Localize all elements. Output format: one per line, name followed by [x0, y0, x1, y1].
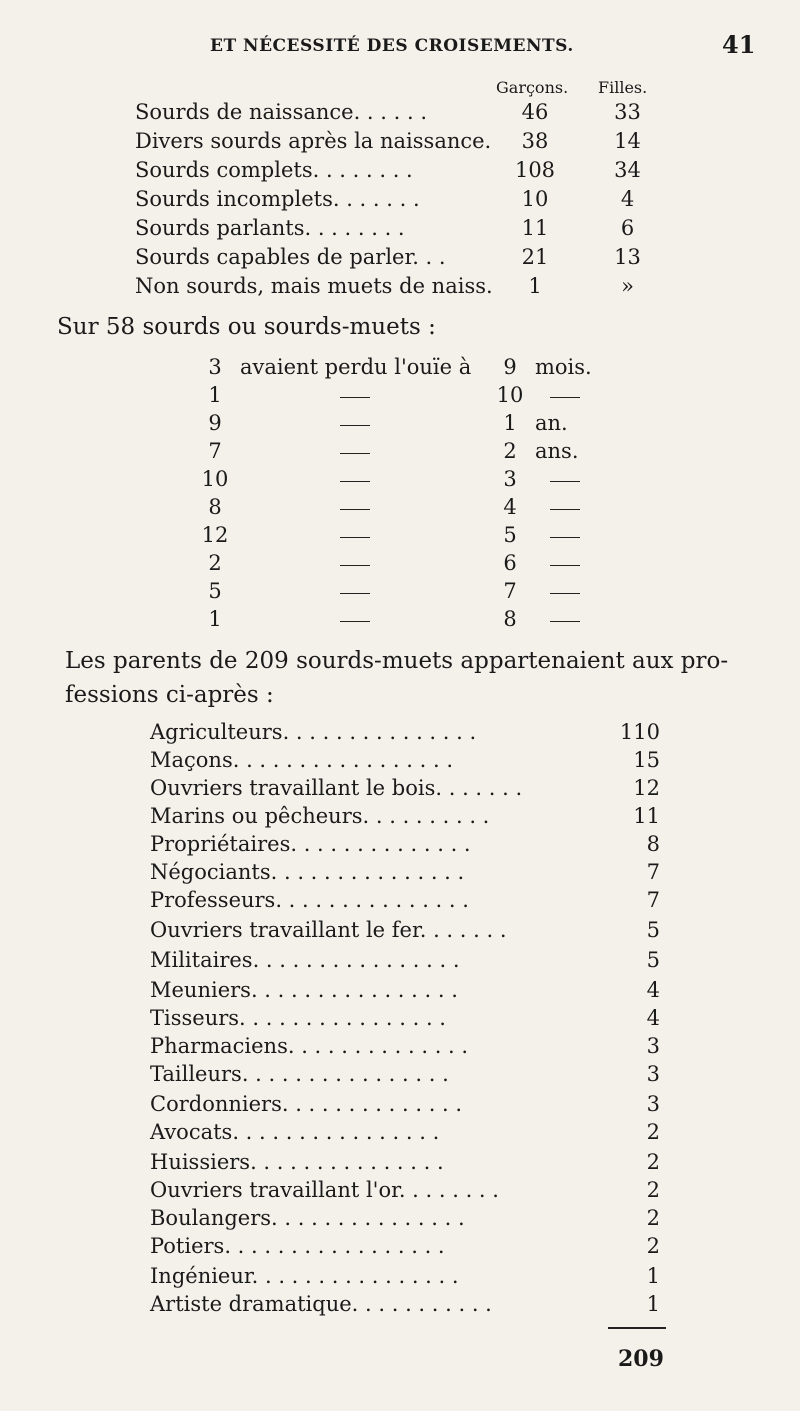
- table-row: [150, 1292, 670, 1320]
- table-row: [0, 439, 800, 465]
- count-value: 10: [201, 467, 229, 491]
- count-value: 8: [208, 495, 222, 519]
- table-row: [150, 748, 670, 776]
- row-label: Sourds parlants. . . . . . . .: [135, 216, 405, 240]
- table-row: [0, 411, 800, 437]
- total-rule: [608, 1327, 666, 1329]
- ditto-dash: [550, 621, 580, 622]
- profession-count: 11: [633, 804, 660, 828]
- table-row: [150, 1062, 670, 1090]
- profession-count: 4: [646, 1006, 660, 1030]
- table-row: [135, 129, 675, 158]
- table-row: [135, 245, 675, 274]
- profession-label: Potiers. . . . . . . . . . . . . . . . .: [150, 1234, 445, 1258]
- age-value: 10: [496, 383, 524, 407]
- profession-count: 2: [646, 1178, 660, 1202]
- table-row: [150, 918, 670, 946]
- profession-count: 7: [646, 860, 660, 884]
- profession-label: Négociants. . . . . . . . . . . . . . .: [150, 860, 465, 884]
- table-row: [150, 1234, 670, 1262]
- ditto-dash: [340, 481, 370, 482]
- profession-label: Boulangers. . . . . . . . . . . . . . .: [150, 1206, 465, 1230]
- ditto-dash: [340, 453, 370, 454]
- count-value: 3: [208, 355, 222, 379]
- table-row: [150, 860, 670, 888]
- table-row: [0, 467, 800, 493]
- profession-label: Tailleurs. . . . . . . . . . . . . . . .: [150, 1062, 449, 1086]
- column-header-garcons: Garçons.: [496, 78, 569, 97]
- table-row: [150, 978, 670, 1006]
- profession-count: 2: [646, 1120, 660, 1144]
- row-label: Sourds incomplets. . . . . . .: [135, 187, 420, 211]
- ditto-dash: [340, 621, 370, 622]
- age-value: 7: [503, 579, 517, 603]
- count-value: 1: [208, 383, 222, 407]
- table-row: [135, 216, 675, 245]
- profession-label: Agriculteurs. . . . . . . . . . . . . . .: [150, 720, 477, 744]
- profession-label: Professeurs. . . . . . . . . . . . . . .: [150, 888, 469, 912]
- table-row: [135, 187, 675, 216]
- garcons-value: 38: [521, 129, 549, 153]
- profession-count: 3: [646, 1092, 660, 1116]
- filles-value: 34: [614, 158, 641, 182]
- age-value: 8: [503, 607, 517, 631]
- profession-count: 110: [619, 720, 660, 744]
- profession-count: 3: [646, 1062, 660, 1086]
- garcons-value: 108: [514, 158, 556, 182]
- filles-value: 6: [620, 216, 635, 240]
- profession-count: 1: [646, 1292, 660, 1316]
- profession-count: 2: [646, 1150, 660, 1174]
- filles-value: 33: [614, 100, 641, 124]
- column-header-filles: Filles.: [598, 78, 648, 97]
- age-value: 3: [503, 467, 517, 491]
- age-value: 5: [503, 523, 517, 547]
- row-label: Sourds complets. . . . . . . .: [135, 158, 413, 182]
- table-row: [150, 804, 670, 832]
- profession-count: 7: [646, 888, 660, 912]
- table-row: [150, 1206, 670, 1234]
- profession-label: Cordonniers. . . . . . . . . . . . . .: [150, 1092, 463, 1116]
- row-label: Non sourds, mais muets de naiss.: [135, 274, 493, 298]
- table-row: [150, 720, 670, 748]
- garcons-value: 21: [521, 245, 549, 269]
- garcons-value: 46: [521, 100, 549, 124]
- garcons-value: 10: [521, 187, 549, 211]
- row-label: Sourds de naissance. . . . . .: [135, 100, 428, 124]
- filles-value: 4: [620, 187, 635, 211]
- table-row: [0, 579, 800, 605]
- paragraph-line: fessions ci-après :: [65, 682, 274, 708]
- table-row: [135, 274, 675, 303]
- table-row: [135, 100, 675, 129]
- section-heading: Sur 58 sourds ou sourds-muets :: [57, 314, 436, 340]
- table-row: [150, 1092, 670, 1120]
- ditto-dash: [550, 537, 580, 538]
- table-row: [150, 1034, 670, 1062]
- table-row: [150, 1264, 670, 1292]
- count-value: 2: [208, 551, 222, 575]
- profession-count: 1: [646, 1264, 660, 1288]
- table-row: [135, 158, 675, 187]
- row-label: Divers sourds après la naissance.: [135, 129, 492, 153]
- table-row: [150, 1150, 670, 1178]
- age-value: 1: [503, 411, 517, 435]
- table-row: [150, 948, 670, 976]
- garcons-value: 11: [521, 216, 549, 240]
- count-value: 5: [208, 579, 222, 603]
- ditto-dash: [550, 509, 580, 510]
- profession-label: Tisseurs. . . . . . . . . . . . . . . .: [150, 1006, 446, 1030]
- profession-label: Ingénieur. . . . . . . . . . . . . . . .: [150, 1264, 459, 1288]
- filles-value: »: [621, 274, 634, 298]
- profession-label: Propriétaires. . . . . . . . . . . . . .: [150, 832, 471, 856]
- profession-label: Militaires. . . . . . . . . . . . . . . .: [150, 948, 460, 972]
- ditto-dash: [340, 565, 370, 566]
- table-row: [150, 1120, 670, 1148]
- ditto-dash: [550, 397, 580, 398]
- profession-label: Ouvriers travaillant le fer. . . . . . .: [150, 918, 507, 942]
- count-value: 9: [208, 411, 222, 435]
- profession-label: Avocats. . . . . . . . . . . . . . . .: [150, 1120, 440, 1144]
- ditto-dash: [340, 509, 370, 510]
- filles-value: 14: [614, 129, 641, 153]
- age-unit: mois.: [535, 355, 592, 379]
- profession-count: 2: [646, 1234, 660, 1258]
- profession-label: Pharmaciens. . . . . . . . . . . . . .: [150, 1034, 469, 1058]
- profession-count: 4: [646, 978, 660, 1002]
- filles-value: 13: [614, 245, 641, 269]
- profession-label: Meuniers. . . . . . . . . . . . . . . .: [150, 978, 458, 1002]
- profession-count: 3: [646, 1034, 660, 1058]
- table-row: [150, 888, 670, 916]
- page-number: 41: [722, 30, 756, 59]
- row-label: Sourds capables de parler. . .: [135, 245, 446, 269]
- age-unit: an.: [535, 411, 568, 435]
- running-title: ET NÉCESSITÉ DES CROISEMENTS.: [210, 36, 574, 56]
- paragraph-line: Les parents de 209 sourds-muets appartenaient aux pro-: [65, 648, 729, 674]
- profession-label: Ouvriers travaillant le bois. . . . . . .: [150, 776, 523, 800]
- ditto-dash: [550, 593, 580, 594]
- ditto-dash: [340, 425, 370, 426]
- ditto-dash: [340, 593, 370, 594]
- table-row: [0, 495, 800, 521]
- age-value: 9: [503, 355, 517, 379]
- table-row: [150, 776, 670, 804]
- table-row: [0, 523, 800, 549]
- profession-count: 5: [646, 948, 660, 972]
- age-value: 2: [503, 439, 517, 463]
- profession-label: Marins ou pêcheurs. . . . . . . . . .: [150, 804, 490, 828]
- profession-count: 8: [646, 832, 660, 856]
- total-value: 209: [618, 1346, 664, 1372]
- age-unit: ans.: [535, 439, 579, 463]
- table-row: [150, 1178, 670, 1206]
- profession-count: 2: [646, 1206, 660, 1230]
- age-value: 4: [503, 495, 517, 519]
- ditto-dash: [340, 397, 370, 398]
- row-text: avaient perdu l'ouïe à: [240, 355, 472, 379]
- table-row: [0, 551, 800, 577]
- count-value: 1: [208, 607, 222, 631]
- table-row: [150, 1006, 670, 1034]
- count-value: 12: [201, 523, 229, 547]
- table-row: [150, 832, 670, 860]
- garcons-value: 1: [528, 274, 542, 298]
- profession-label: Maçons. . . . . . . . . . . . . . . . .: [150, 748, 454, 772]
- count-value: 7: [208, 439, 222, 463]
- table-row: [0, 607, 800, 633]
- ditto-dash: [550, 481, 580, 482]
- ditto-dash: [550, 565, 580, 566]
- table-row: [0, 355, 800, 381]
- profession-label: Ouvriers travaillant l'or. . . . . . . .: [150, 1178, 499, 1202]
- profession-label: Huissiers. . . . . . . . . . . . . . .: [150, 1150, 444, 1174]
- profession-count: 12: [633, 776, 660, 800]
- age-value: 6: [503, 551, 517, 575]
- ditto-dash: [340, 537, 370, 538]
- profession-label: Artiste dramatique. . . . . . . . . . .: [150, 1292, 492, 1316]
- table-row: [0, 383, 800, 409]
- profession-count: 15: [633, 748, 660, 772]
- profession-count: 5: [646, 918, 660, 942]
